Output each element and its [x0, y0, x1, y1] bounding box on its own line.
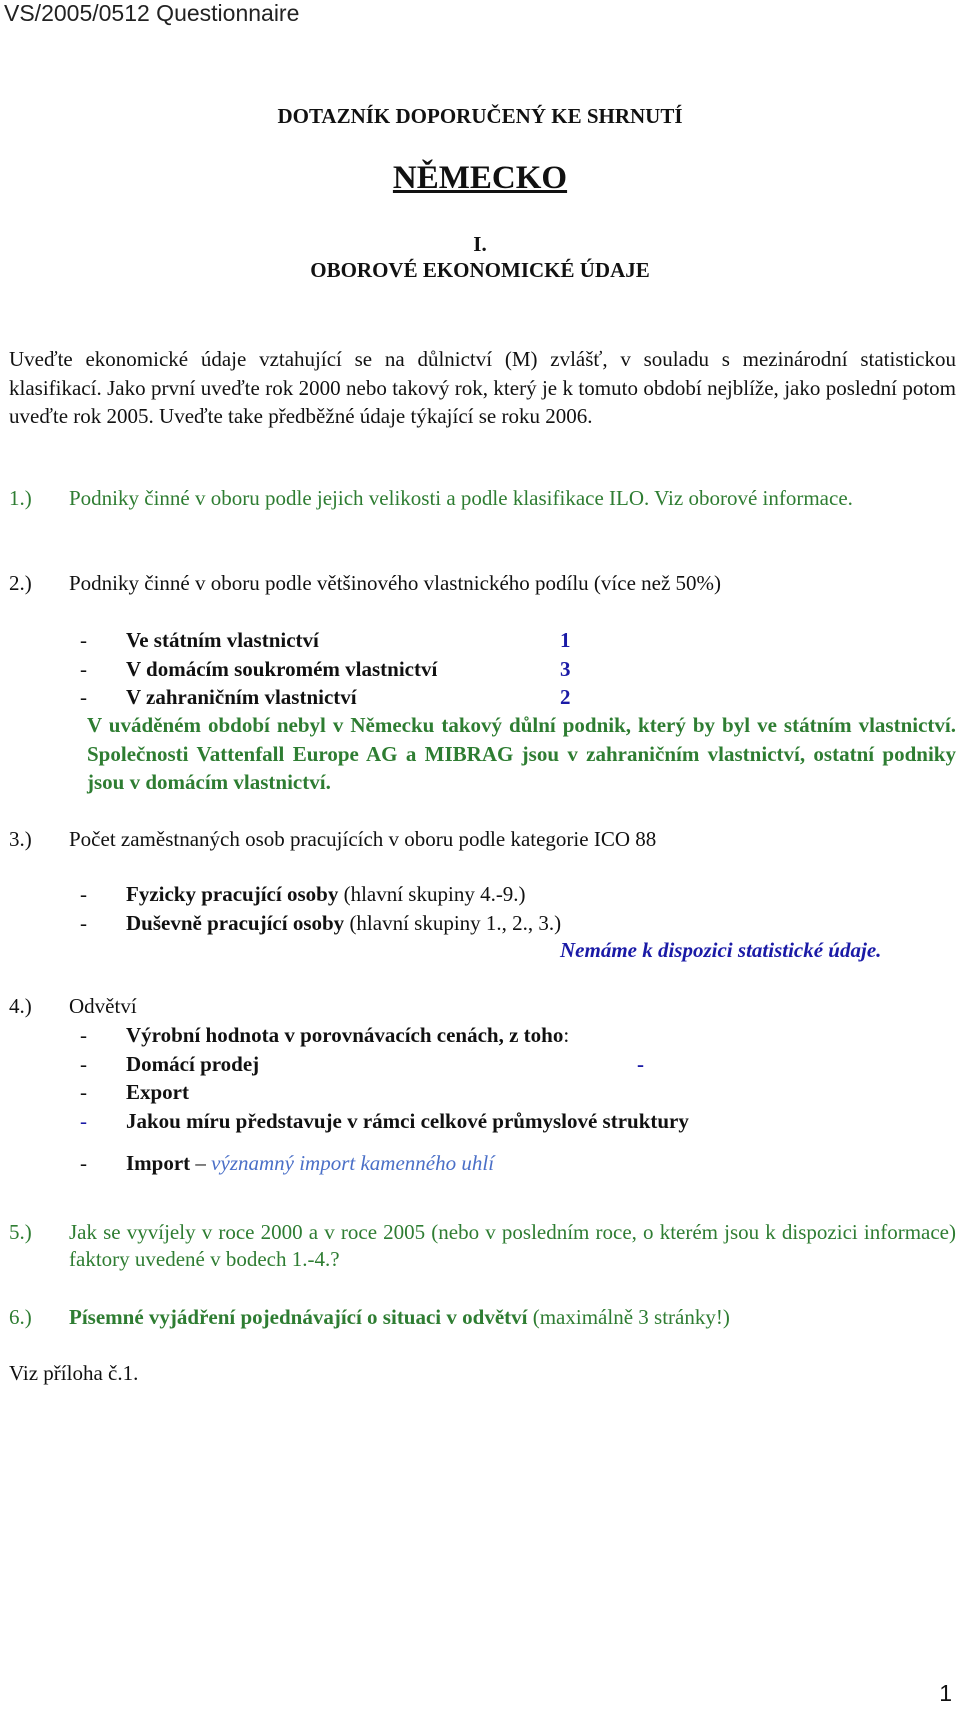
- closing-reference: Viz příloha č.1.: [9, 1361, 139, 1385]
- question-number: 3.): [9, 827, 32, 851]
- list-label-wrap: [126, 1021, 569, 1050]
- question-1: [9, 485, 956, 512]
- list-label: Jakou míru představuje v rámci celkové průmyslové struktury: [126, 1108, 689, 1133]
- question-text: Jak se vyvíjely v roce 2000 a v roce 2005 (nebo v posledním roce, o kterém jsou k dispozici informace) faktory uvedené v bodech 1.-4.?: [69, 1220, 956, 1271]
- question-6: [9, 1304, 956, 1331]
- list-dash: -: [80, 1151, 87, 1175]
- page-number: 1: [939, 1680, 952, 1706]
- document-header: VS/2005/0512 Questionnaire: [4, 0, 300, 26]
- list-dash: -: [80, 685, 87, 709]
- question-number: 4.): [9, 994, 32, 1018]
- question-text: Podniky činné v oboru podle jejich velikosti a podle klasifikace ILO. Viz oborové informace.: [69, 486, 853, 510]
- list-value: 1: [560, 628, 571, 652]
- question-2: [9, 570, 956, 597]
- list-dash: -: [80, 656, 87, 681]
- document-title: DOTAZNÍK DOPORUČENÝ KE SHRNUTÍ: [277, 104, 683, 128]
- question-text: Počet zaměstnaných osob pracujících v oboru podle kategorie ICO 88: [69, 827, 657, 851]
- part-number: I.: [473, 232, 487, 256]
- part-title: OBOROVÉ EKONOMICKÉ ÚDAJE: [310, 258, 650, 282]
- list-value: 2: [560, 685, 571, 709]
- import-separator: –: [190, 1151, 212, 1175]
- list-suffix: :: [563, 1023, 570, 1047]
- list-dash: -: [80, 1023, 87, 1047]
- list-dash: -: [80, 910, 87, 935]
- question-number: 6.): [9, 1305, 32, 1329]
- country-heading: NĚMECKO: [392, 160, 568, 196]
- list-label: Výrobní hodnota v porovnávacích cenách, z toho: [126, 1023, 564, 1047]
- list-dash: -: [80, 1080, 87, 1104]
- list-label: Domácí prodej: [126, 1051, 260, 1076]
- list-label: V zahraničním vlastnictví: [126, 685, 357, 709]
- list-label: Ve státním vlastnictví: [126, 628, 319, 652]
- question-number: 2.): [9, 571, 32, 595]
- question-number: 1.): [9, 486, 32, 510]
- question-number: 5.): [9, 1220, 32, 1244]
- list-dash: -: [80, 882, 87, 906]
- question-4: [9, 993, 956, 1020]
- no-data-note: Nemáme k dispozici statistické údaje.: [560, 938, 882, 962]
- question-text: Podniky činné v oboru podle většinového vlastnického podílu (více než 50%): [69, 571, 722, 595]
- list-dash: -: [80, 1108, 87, 1133]
- list-value: -: [637, 1051, 644, 1076]
- import-wrap: [126, 1149, 494, 1178]
- question-text: Odvětví: [69, 994, 137, 1018]
- question-text-wrap: [69, 1304, 956, 1331]
- intro-paragraph: Uveďte ekonomické údaje vztahující se na důlnictví (M) zvlášť, v souladu s mezinárodní statistickou klasifikací. Jako první uveďte rok 2000 nebo takový rok, který je k tomuto období nejblíže, jako poslední potom uveďte rok 2005. Uveďte take předběžné údaje týkající se roku 2006.: [9, 347, 956, 428]
- question-3: [9, 826, 956, 853]
- list-label: Fyzicky pracující osoby: [126, 882, 339, 906]
- list-label: V domácím soukromém vlastnictví: [126, 656, 438, 681]
- import-note: významný import kamenného uhlí: [211, 1151, 495, 1175]
- question-5: [9, 1219, 956, 1273]
- import-label: Import: [126, 1151, 191, 1175]
- list-suffix: (hlavní skupiny 4.-9.): [338, 882, 526, 906]
- list-label: Export: [126, 1080, 189, 1104]
- list-label: Duševně pracující osoby: [126, 910, 345, 935]
- list-value: 3: [560, 656, 571, 681]
- ownership-note: V uváděném období nebyl v Německu takový důlní podnik, který by byl ve státním vlastnictví. Společnosti Vattenfall Europe AG a MIBRAG jsou v zahraničním vlastnictví, ostatní podniky jsou v domácím vlastnictví.: [87, 713, 956, 794]
- list-label-wrap: [126, 880, 526, 909]
- list-suffix: (hlavní skupiny 1., 2., 3.): [344, 910, 562, 935]
- question-text-rest: (maximálně 3 stránky!): [527, 1305, 730, 1329]
- list-label-wrap: [126, 909, 561, 938]
- question-text-bold: Písemné vyjádření pojednávající o situaci v odvětví: [69, 1305, 528, 1329]
- list-dash: -: [80, 1051, 87, 1076]
- list-dash: -: [80, 628, 87, 652]
